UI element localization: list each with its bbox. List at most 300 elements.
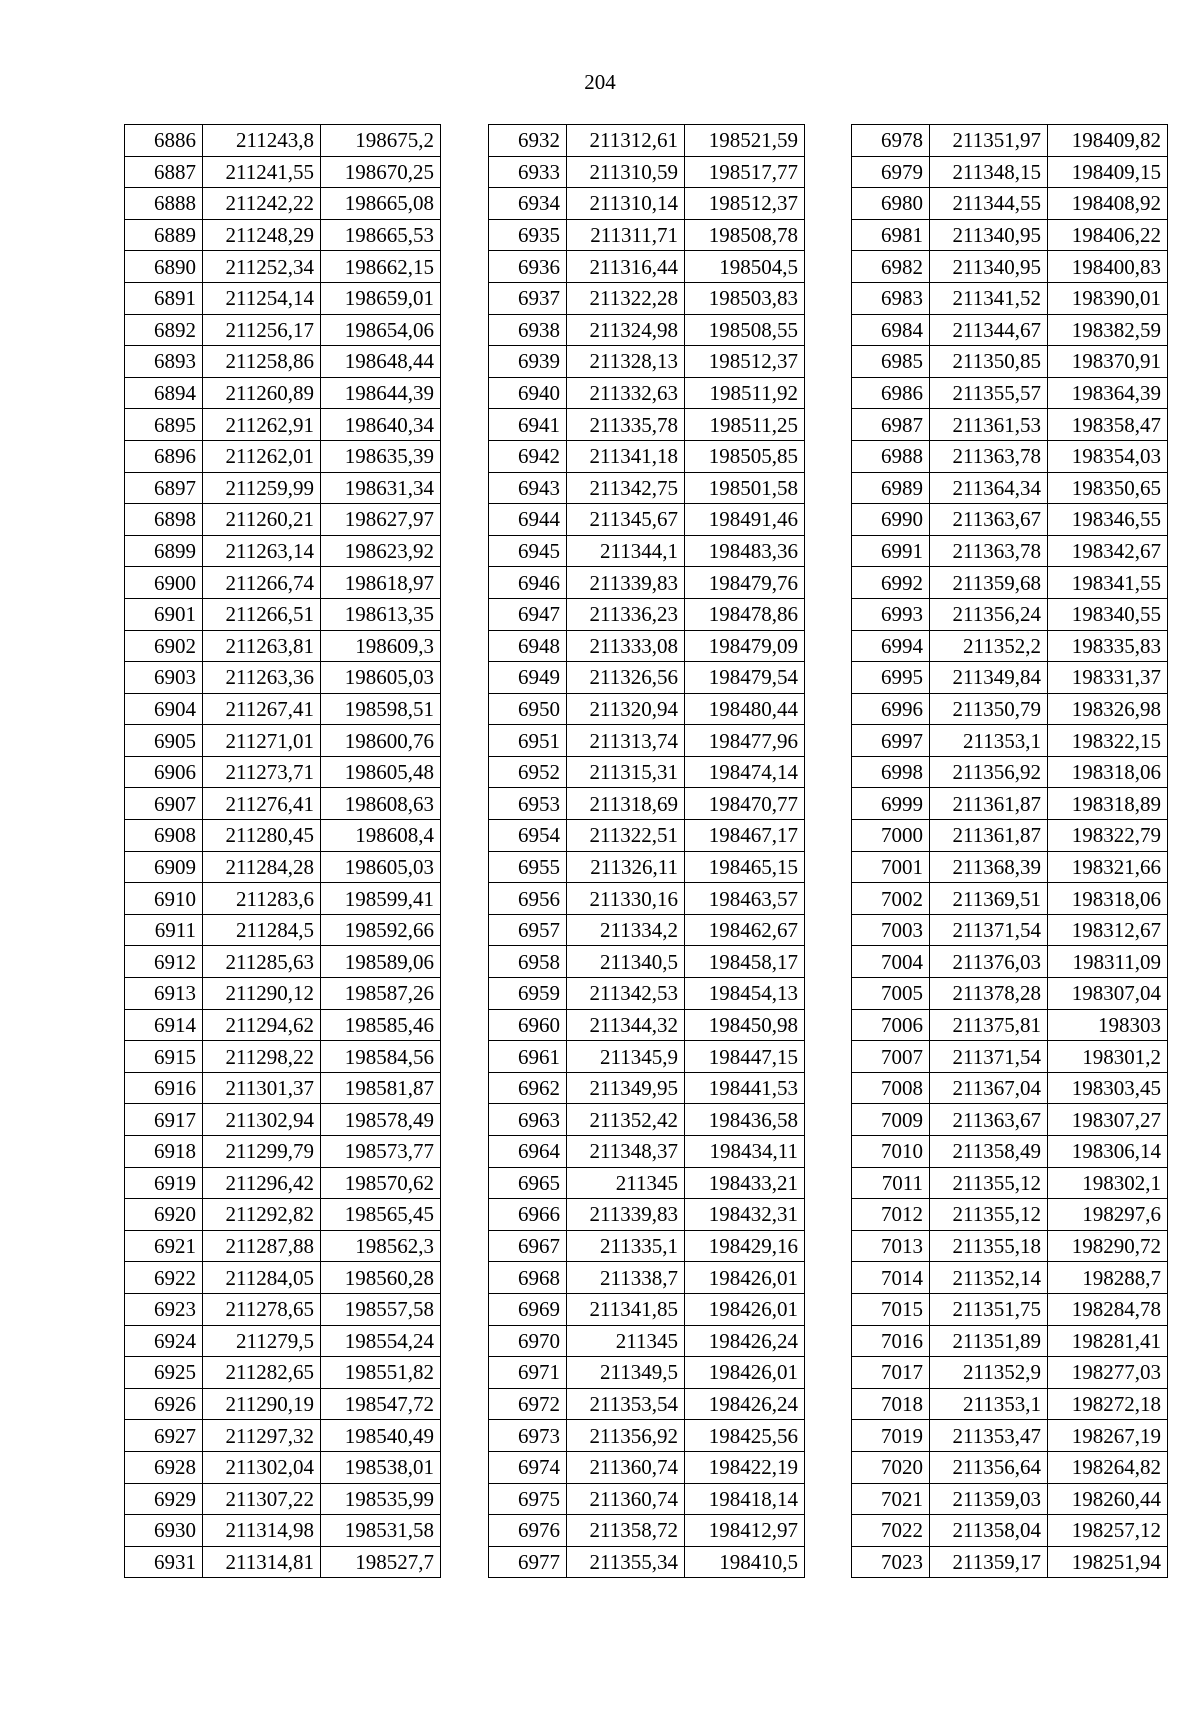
x-coordinate-cell: 211340,5 [567, 946, 685, 978]
table-row [125, 725, 441, 757]
point-number-cell: 7010 [852, 1136, 930, 1168]
x-coordinate-cell: 211352,2 [930, 630, 1048, 662]
point-number-cell: 6983 [852, 282, 930, 314]
y-coordinate-cell: 198450,98 [685, 1009, 805, 1041]
y-coordinate-cell: 198303 [1048, 1009, 1168, 1041]
x-coordinate-cell: 211263,36 [203, 662, 321, 694]
table-row [125, 251, 441, 283]
table-row [852, 188, 1168, 220]
y-coordinate-cell: 198409,15 [1048, 156, 1168, 188]
x-coordinate-cell: 211322,28 [567, 282, 685, 314]
point-number-cell: 6988 [852, 440, 930, 472]
y-coordinate-cell: 198257,12 [1048, 1515, 1168, 1547]
x-coordinate-cell: 211313,74 [567, 725, 685, 757]
y-coordinate-cell: 198665,53 [321, 219, 441, 251]
x-coordinate-cell: 211322,51 [567, 820, 685, 852]
point-number-cell: 6892 [125, 314, 203, 346]
point-number-cell: 6972 [489, 1388, 567, 1420]
y-coordinate-cell: 198613,35 [321, 598, 441, 630]
table-row [125, 914, 441, 946]
x-coordinate-cell: 211355,34 [567, 1546, 685, 1578]
table-row [125, 1262, 441, 1294]
y-coordinate-cell: 198581,87 [321, 1072, 441, 1104]
x-coordinate-cell: 211353,54 [567, 1388, 685, 1420]
table-row [489, 851, 805, 883]
y-coordinate-cell: 198585,46 [321, 1009, 441, 1041]
table-row [852, 314, 1168, 346]
y-coordinate-cell: 198426,01 [685, 1357, 805, 1389]
x-coordinate-cell: 211273,71 [203, 756, 321, 788]
y-coordinate-cell: 198312,67 [1048, 914, 1168, 946]
x-coordinate-cell: 211363,78 [930, 535, 1048, 567]
point-number-cell: 7013 [852, 1230, 930, 1262]
table-row [489, 1262, 805, 1294]
y-coordinate-cell: 198491,46 [685, 504, 805, 536]
point-number-cell: 6969 [489, 1293, 567, 1325]
point-number-cell: 6934 [489, 188, 567, 220]
page-number: 204 [584, 70, 616, 94]
y-coordinate-cell: 198301,2 [1048, 1041, 1168, 1073]
y-coordinate-cell: 198426,01 [685, 1262, 805, 1294]
table-row [852, 598, 1168, 630]
point-number-cell: 7016 [852, 1325, 930, 1357]
table-row [125, 346, 441, 378]
table-row [125, 1009, 441, 1041]
point-number-cell: 6893 [125, 346, 203, 378]
y-coordinate-cell: 198441,53 [685, 1072, 805, 1104]
x-coordinate-cell: 211353,1 [930, 725, 1048, 757]
y-coordinate-cell: 198390,01 [1048, 282, 1168, 314]
x-coordinate-cell: 211344,1 [567, 535, 685, 567]
point-number-cell: 6971 [489, 1357, 567, 1389]
x-coordinate-cell: 211316,44 [567, 251, 685, 283]
x-coordinate-cell: 211242,22 [203, 188, 321, 220]
x-coordinate-cell: 211260,89 [203, 377, 321, 409]
point-number-cell: 6981 [852, 219, 930, 251]
point-number-cell: 7012 [852, 1199, 930, 1231]
table-row [125, 156, 441, 188]
y-coordinate-cell: 198425,56 [685, 1420, 805, 1452]
table-row [125, 788, 441, 820]
point-number-cell: 6965 [489, 1167, 567, 1199]
point-number-cell: 6933 [489, 156, 567, 188]
x-coordinate-cell: 211248,29 [203, 219, 321, 251]
y-coordinate-cell: 198432,31 [685, 1199, 805, 1231]
x-coordinate-cell: 211292,82 [203, 1199, 321, 1231]
table-row [125, 1451, 441, 1483]
y-coordinate-cell: 198627,97 [321, 504, 441, 536]
table-row [852, 1009, 1168, 1041]
point-number-cell: 7000 [852, 820, 930, 852]
table-row [125, 188, 441, 220]
table-row [125, 756, 441, 788]
point-number-cell: 6907 [125, 788, 203, 820]
y-coordinate-cell: 198505,85 [685, 440, 805, 472]
y-coordinate-cell: 198354,03 [1048, 440, 1168, 472]
point-number-cell: 6910 [125, 883, 203, 915]
y-coordinate-cell: 198535,99 [321, 1483, 441, 1515]
y-coordinate-cell: 198479,09 [685, 630, 805, 662]
coordinate-table-left [124, 124, 441, 1578]
point-number-cell: 6954 [489, 820, 567, 852]
point-number-cell: 6959 [489, 978, 567, 1010]
y-coordinate-cell: 198267,19 [1048, 1420, 1168, 1452]
point-number-cell: 6936 [489, 251, 567, 283]
point-number-cell: 6982 [852, 251, 930, 283]
table-row [489, 1293, 805, 1325]
point-number-cell: 6932 [489, 125, 567, 157]
point-number-cell: 6996 [852, 693, 930, 725]
point-number-cell: 6995 [852, 662, 930, 694]
point-number-cell: 6927 [125, 1420, 203, 1452]
x-coordinate-cell: 211284,5 [203, 914, 321, 946]
point-number-cell: 6939 [489, 346, 567, 378]
point-number-cell: 6951 [489, 725, 567, 757]
y-coordinate-cell: 198665,08 [321, 188, 441, 220]
x-coordinate-cell: 211297,32 [203, 1420, 321, 1452]
table-row [489, 472, 805, 504]
table-row [489, 1136, 805, 1168]
y-coordinate-cell: 198260,44 [1048, 1483, 1168, 1515]
table-row [489, 504, 805, 536]
y-coordinate-cell: 198358,47 [1048, 409, 1168, 441]
x-coordinate-cell: 211348,15 [930, 156, 1048, 188]
table-row [852, 1357, 1168, 1389]
x-coordinate-cell: 211367,04 [930, 1072, 1048, 1104]
point-number-cell: 7017 [852, 1357, 930, 1389]
table-row [125, 1199, 441, 1231]
x-coordinate-cell: 211339,83 [567, 567, 685, 599]
y-coordinate-cell: 198654,06 [321, 314, 441, 346]
point-number-cell: 6902 [125, 630, 203, 662]
x-coordinate-cell: 211282,65 [203, 1357, 321, 1389]
x-coordinate-cell: 211349,84 [930, 662, 1048, 694]
y-coordinate-cell: 198426,24 [685, 1325, 805, 1357]
point-number-cell: 6960 [489, 1009, 567, 1041]
point-number-cell: 6926 [125, 1388, 203, 1420]
table-row [852, 219, 1168, 251]
table-row [852, 377, 1168, 409]
point-number-cell: 6962 [489, 1072, 567, 1104]
point-number-cell: 6953 [489, 788, 567, 820]
table-row [852, 1420, 1168, 1452]
point-number-cell: 6956 [489, 883, 567, 915]
table-row [125, 1388, 441, 1420]
y-coordinate-cell: 198517,77 [685, 156, 805, 188]
y-coordinate-cell: 198463,57 [685, 883, 805, 915]
y-coordinate-cell: 198434,11 [685, 1136, 805, 1168]
point-number-cell: 6904 [125, 693, 203, 725]
x-coordinate-cell: 211299,79 [203, 1136, 321, 1168]
point-number-cell: 6997 [852, 725, 930, 757]
x-coordinate-cell: 211359,03 [930, 1483, 1048, 1515]
x-coordinate-cell: 211356,64 [930, 1451, 1048, 1483]
y-coordinate-cell: 198447,15 [685, 1041, 805, 1073]
point-number-cell: 6944 [489, 504, 567, 536]
y-coordinate-cell: 198504,5 [685, 251, 805, 283]
point-number-cell: 6905 [125, 725, 203, 757]
point-number-cell: 6947 [489, 598, 567, 630]
x-coordinate-cell: 211345 [567, 1167, 685, 1199]
y-coordinate-cell: 198521,59 [685, 125, 805, 157]
x-coordinate-cell: 211340,95 [930, 219, 1048, 251]
y-coordinate-cell: 198454,13 [685, 978, 805, 1010]
y-coordinate-cell: 198303,45 [1048, 1072, 1168, 1104]
point-number-cell: 6903 [125, 662, 203, 694]
table-row [125, 1483, 441, 1515]
table-row [489, 598, 805, 630]
x-coordinate-cell: 211310,59 [567, 156, 685, 188]
point-number-cell: 7006 [852, 1009, 930, 1041]
y-coordinate-cell: 198264,82 [1048, 1451, 1168, 1483]
y-coordinate-cell: 198307,04 [1048, 978, 1168, 1010]
y-coordinate-cell: 198290,72 [1048, 1230, 1168, 1262]
table-row [852, 472, 1168, 504]
y-coordinate-cell: 198573,77 [321, 1136, 441, 1168]
y-coordinate-cell: 198458,17 [685, 946, 805, 978]
x-coordinate-cell: 211324,98 [567, 314, 685, 346]
x-coordinate-cell: 211285,63 [203, 946, 321, 978]
table-row [489, 1009, 805, 1041]
table-row [125, 1072, 441, 1104]
point-number-cell: 6898 [125, 504, 203, 536]
point-number-cell: 6992 [852, 567, 930, 599]
y-coordinate-cell: 198599,41 [321, 883, 441, 915]
y-coordinate-cell: 198467,17 [685, 820, 805, 852]
y-coordinate-cell: 198598,51 [321, 693, 441, 725]
point-number-cell: 6897 [125, 472, 203, 504]
y-coordinate-cell: 198288,7 [1048, 1262, 1168, 1294]
x-coordinate-cell: 211355,57 [930, 377, 1048, 409]
y-coordinate-cell: 198322,79 [1048, 820, 1168, 852]
point-number-cell: 6990 [852, 504, 930, 536]
table-row [852, 1262, 1168, 1294]
point-number-cell: 6899 [125, 535, 203, 567]
point-number-cell: 6914 [125, 1009, 203, 1041]
x-coordinate-cell: 211287,88 [203, 1230, 321, 1262]
y-coordinate-cell: 198281,41 [1048, 1325, 1168, 1357]
y-coordinate-cell: 198578,49 [321, 1104, 441, 1136]
y-coordinate-cell: 198409,82 [1048, 125, 1168, 157]
x-coordinate-cell: 211252,34 [203, 251, 321, 283]
x-coordinate-cell: 211333,08 [567, 630, 685, 662]
point-number-cell: 6894 [125, 377, 203, 409]
y-coordinate-cell: 198511,92 [685, 377, 805, 409]
x-coordinate-cell: 211278,65 [203, 1293, 321, 1325]
x-coordinate-cell: 211345 [567, 1325, 685, 1357]
x-coordinate-cell: 211378,28 [930, 978, 1048, 1010]
y-coordinate-cell: 198605,03 [321, 662, 441, 694]
table-row [489, 914, 805, 946]
table-row [852, 535, 1168, 567]
table-row [125, 630, 441, 662]
table-row [125, 314, 441, 346]
table-row [852, 156, 1168, 188]
y-coordinate-cell: 198400,83 [1048, 251, 1168, 283]
x-coordinate-cell: 211340,95 [930, 251, 1048, 283]
point-number-cell: 7001 [852, 851, 930, 883]
point-number-cell: 6943 [489, 472, 567, 504]
x-coordinate-cell: 211352,9 [930, 1357, 1048, 1389]
x-coordinate-cell: 211342,75 [567, 472, 685, 504]
point-number-cell: 6999 [852, 788, 930, 820]
y-coordinate-cell: 198675,2 [321, 125, 441, 157]
y-coordinate-cell: 198474,14 [685, 756, 805, 788]
y-coordinate-cell: 198531,58 [321, 1515, 441, 1547]
point-number-cell: 6948 [489, 630, 567, 662]
point-number-cell: 6987 [852, 409, 930, 441]
x-coordinate-cell: 211356,92 [567, 1420, 685, 1452]
table-row [489, 1199, 805, 1231]
y-coordinate-cell: 198527,7 [321, 1546, 441, 1578]
table-row [489, 946, 805, 978]
table-row [489, 377, 805, 409]
x-coordinate-cell: 211266,74 [203, 567, 321, 599]
x-coordinate-cell: 211330,16 [567, 883, 685, 915]
y-coordinate-cell: 198608,4 [321, 820, 441, 852]
point-number-cell: 6986 [852, 377, 930, 409]
x-coordinate-cell: 211342,53 [567, 978, 685, 1010]
x-coordinate-cell: 211310,14 [567, 188, 685, 220]
point-number-cell: 6958 [489, 946, 567, 978]
table-row [125, 440, 441, 472]
x-coordinate-cell: 211259,99 [203, 472, 321, 504]
x-coordinate-cell: 211298,22 [203, 1041, 321, 1073]
y-coordinate-cell: 198322,15 [1048, 725, 1168, 757]
y-coordinate-cell: 198554,24 [321, 1325, 441, 1357]
y-coordinate-cell: 198648,44 [321, 346, 441, 378]
table-row [852, 851, 1168, 883]
y-coordinate-cell: 198297,6 [1048, 1199, 1168, 1231]
x-coordinate-cell: 211341,18 [567, 440, 685, 472]
table-row [489, 188, 805, 220]
point-number-cell: 6909 [125, 851, 203, 883]
x-coordinate-cell: 211369,51 [930, 883, 1048, 915]
table-row [489, 1451, 805, 1483]
x-coordinate-cell: 211314,81 [203, 1546, 321, 1578]
table-row [489, 1546, 805, 1578]
table-row [489, 883, 805, 915]
x-coordinate-cell: 211266,51 [203, 598, 321, 630]
point-number-cell: 6889 [125, 219, 203, 251]
y-coordinate-cell: 198364,39 [1048, 377, 1168, 409]
table-row [489, 1515, 805, 1547]
x-coordinate-cell: 211290,19 [203, 1388, 321, 1420]
table-row [489, 725, 805, 757]
point-number-cell: 6978 [852, 125, 930, 157]
point-number-cell: 6970 [489, 1325, 567, 1357]
x-coordinate-cell: 211290,12 [203, 978, 321, 1010]
y-coordinate-cell: 198560,28 [321, 1262, 441, 1294]
y-coordinate-cell: 198350,65 [1048, 472, 1168, 504]
x-coordinate-cell: 211351,97 [930, 125, 1048, 157]
table-row [852, 1293, 1168, 1325]
y-coordinate-cell: 198321,66 [1048, 851, 1168, 883]
point-number-cell: 6908 [125, 820, 203, 852]
table-row [852, 1483, 1168, 1515]
point-number-cell: 6985 [852, 346, 930, 378]
point-number-cell: 6976 [489, 1515, 567, 1547]
table-row [125, 377, 441, 409]
point-number-cell: 6935 [489, 219, 567, 251]
x-coordinate-cell: 211348,37 [567, 1136, 685, 1168]
point-number-cell: 7002 [852, 883, 930, 915]
y-coordinate-cell: 198662,15 [321, 251, 441, 283]
table-row [489, 693, 805, 725]
y-coordinate-cell: 198644,39 [321, 377, 441, 409]
y-coordinate-cell: 198311,09 [1048, 946, 1168, 978]
y-coordinate-cell: 198436,58 [685, 1104, 805, 1136]
x-coordinate-cell: 211371,54 [930, 914, 1048, 946]
point-number-cell: 6946 [489, 567, 567, 599]
y-coordinate-cell: 198589,06 [321, 946, 441, 978]
y-coordinate-cell: 198370,91 [1048, 346, 1168, 378]
table-row [852, 282, 1168, 314]
table-row [125, 1293, 441, 1325]
x-coordinate-cell: 211358,04 [930, 1515, 1048, 1547]
x-coordinate-cell: 211363,67 [930, 504, 1048, 536]
y-coordinate-cell: 198302,1 [1048, 1167, 1168, 1199]
table-row [125, 1357, 441, 1389]
y-coordinate-cell: 198483,36 [685, 535, 805, 567]
coordinate-table-middle [488, 124, 805, 1578]
table-row [852, 946, 1168, 978]
point-number-cell: 6989 [852, 472, 930, 504]
y-coordinate-cell: 198605,48 [321, 756, 441, 788]
point-number-cell: 6895 [125, 409, 203, 441]
x-coordinate-cell: 211302,04 [203, 1451, 321, 1483]
x-coordinate-cell: 211263,14 [203, 535, 321, 567]
point-number-cell: 7008 [852, 1072, 930, 1104]
table-row [125, 1167, 441, 1199]
point-number-cell: 6938 [489, 314, 567, 346]
y-coordinate-cell: 198429,16 [685, 1230, 805, 1262]
table-row [489, 630, 805, 662]
table-row [125, 504, 441, 536]
table-row [125, 883, 441, 915]
point-number-cell: 6966 [489, 1199, 567, 1231]
x-coordinate-cell: 211356,92 [930, 756, 1048, 788]
table-row [852, 725, 1168, 757]
y-coordinate-cell: 198479,54 [685, 662, 805, 694]
x-coordinate-cell: 211352,42 [567, 1104, 685, 1136]
x-coordinate-cell: 211339,83 [567, 1199, 685, 1231]
y-coordinate-cell: 198479,76 [685, 567, 805, 599]
table-row [852, 346, 1168, 378]
table-row [125, 567, 441, 599]
point-number-cell: 7023 [852, 1546, 930, 1578]
point-number-cell: 6921 [125, 1230, 203, 1262]
table-row [489, 1230, 805, 1262]
x-coordinate-cell: 211332,63 [567, 377, 685, 409]
point-number-cell: 6945 [489, 535, 567, 567]
point-number-cell: 6929 [125, 1483, 203, 1515]
table-row [489, 535, 805, 567]
table-row [489, 440, 805, 472]
table-row [125, 219, 441, 251]
point-number-cell: 6941 [489, 409, 567, 441]
y-coordinate-cell: 198565,45 [321, 1199, 441, 1231]
point-number-cell: 6967 [489, 1230, 567, 1262]
x-coordinate-cell: 211335,1 [567, 1230, 685, 1262]
y-coordinate-cell: 198631,34 [321, 472, 441, 504]
table-row [489, 1167, 805, 1199]
point-number-cell: 6922 [125, 1262, 203, 1294]
x-coordinate-cell: 211359,17 [930, 1546, 1048, 1578]
y-coordinate-cell: 198670,25 [321, 156, 441, 188]
point-number-cell: 6918 [125, 1136, 203, 1168]
table-row [489, 282, 805, 314]
